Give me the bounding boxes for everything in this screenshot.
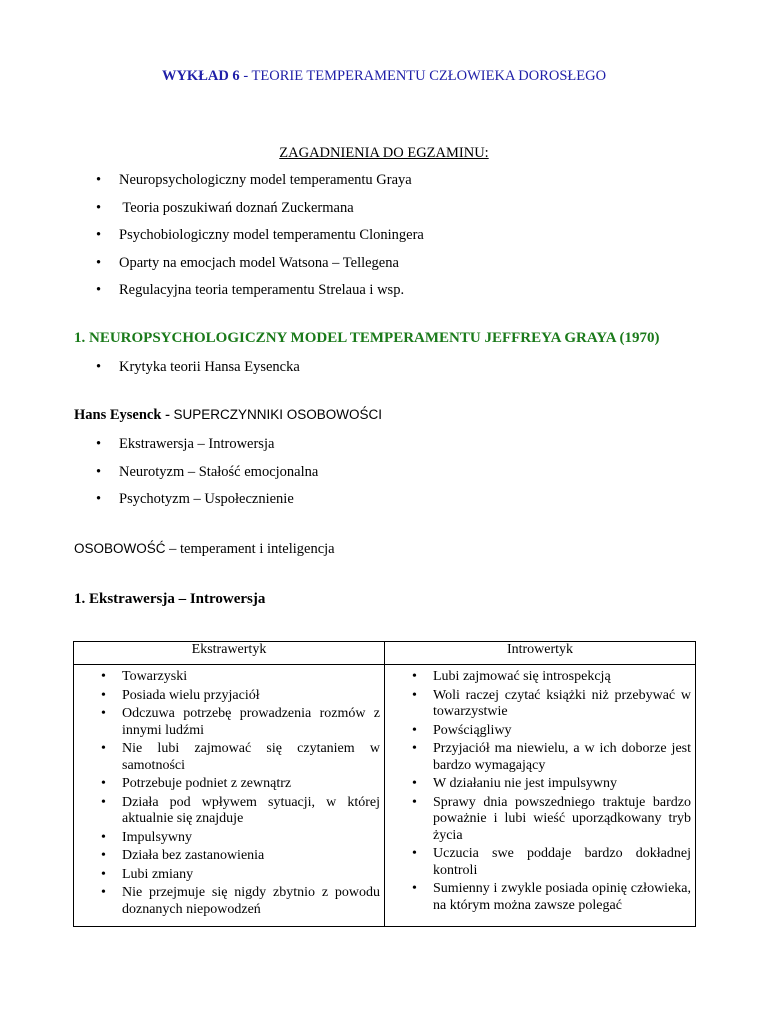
exam-topics-heading: ZAGADNIENIA DO EGZAMINU: <box>279 145 489 161</box>
list-item: • Psychobiologiczny model temperamentu Cloningera <box>96 227 424 255</box>
list-item: • Sumienny i zwykle posiada opinię człowieka, na którym można zawsze polegać <box>385 881 693 914</box>
lecture-number: WYKŁAD 6 <box>161 68 240 84</box>
list-item: • Regulacyjna teoria temperamentu Strelaua i wsp. <box>96 282 424 310</box>
table-header-introvert: Introwertyk <box>385 642 696 665</box>
list-item: • Neurotyzm – Stałość emocjonalna <box>96 464 318 492</box>
table-header-extravert: Ekstrawertyk <box>74 642 385 665</box>
list-item: • Towarzyski <box>74 669 382 686</box>
list-item: • Przyjaciół ma niewielu, a w ich doborze jest bardzo wymagający <box>385 741 693 774</box>
list-item: • Uczucia swe poddaje bardzo dokładnej kontroli <box>385 846 693 879</box>
comparison-table <box>73 641 696 927</box>
list-item: • Ekstrawersja – Introwersja <box>96 436 318 464</box>
list-item: • Psychotyzm – Uspołecznienie <box>96 491 318 519</box>
list-item: • Oparty na emocjach model Watsona – Tellegena <box>96 255 424 283</box>
eysenck-traits-list <box>96 436 318 519</box>
section-1-heading: 1. NEUROPSYCHOLOGICZNY MODEL TEMPERAMENTU JEFFREYA GRAYA (1970) <box>74 330 660 346</box>
list-item: • Odczuwa potrzebę prowadzenia rozmów z innymi ludźmi <box>74 706 382 739</box>
personality-definition <box>74 541 335 558</box>
list-item: • Impulsywny <box>74 830 382 847</box>
exam-topics-list <box>96 172 424 310</box>
list-item: • W działaniu nie jest impulsywny <box>385 776 693 793</box>
introvert-cell <box>385 665 696 927</box>
eysenck-heading <box>74 407 382 424</box>
lecture-title <box>0 68 768 85</box>
lecture-topic: - TEORIE TEMPERAMENTU CZŁOWIEKA DOROSŁEGO <box>239 68 607 84</box>
list-item: • Potrzebuje podniet z zewnątrz <box>74 776 382 793</box>
eysenck-name: Hans Eysenck <box>74 407 166 423</box>
list-item: • Nie lubi zajmować się czytaniem w samotności <box>74 741 382 774</box>
list-item: • Posiada wielu przyjaciół <box>74 688 382 705</box>
supertraits-label: SUPERCZYNNIKI OSOBOWOŚCI <box>173 407 383 422</box>
list-item: • Sprawy dnia powszedniego traktuje bardzo poważnie i lubi wieść uporządkowany tryb życia <box>385 795 693 845</box>
section-1-list <box>96 359 300 387</box>
list-item: • Teoria poszukiwań doznań Zuckermana <box>96 200 424 228</box>
personality-text: – temperament i inteligencja <box>165 541 335 557</box>
extravert-cell <box>74 665 385 927</box>
list-item: • Lubi zajmować się introspekcją <box>385 669 693 686</box>
list-item: • Nie przejmuje się nigdy zbytnio z powodu doznanych niepowodzeń <box>74 885 382 918</box>
list-item: • Woli raczej czytać książki niż przebywać w towarzystwie <box>385 688 693 721</box>
personality-label: OSOBOWOŚĆ <box>74 541 166 556</box>
list-item: • Powściągliwy <box>385 723 693 740</box>
subsection-heading: 1. Ekstrawersja – Introwersja <box>74 591 266 607</box>
eysenck-dash: - <box>165 407 174 423</box>
list-item: • Krytyka teorii Hansa Eysencka <box>96 359 300 387</box>
list-item: • Neuropsychologiczny model temperamentu Graya <box>96 172 424 200</box>
list-item: • Lubi zmiany <box>74 867 382 884</box>
list-item: • Działa bez zastanowienia <box>74 848 382 865</box>
list-item: • Działa pod wpływem sytuacji, w której aktualnie się znajduje <box>74 795 382 828</box>
